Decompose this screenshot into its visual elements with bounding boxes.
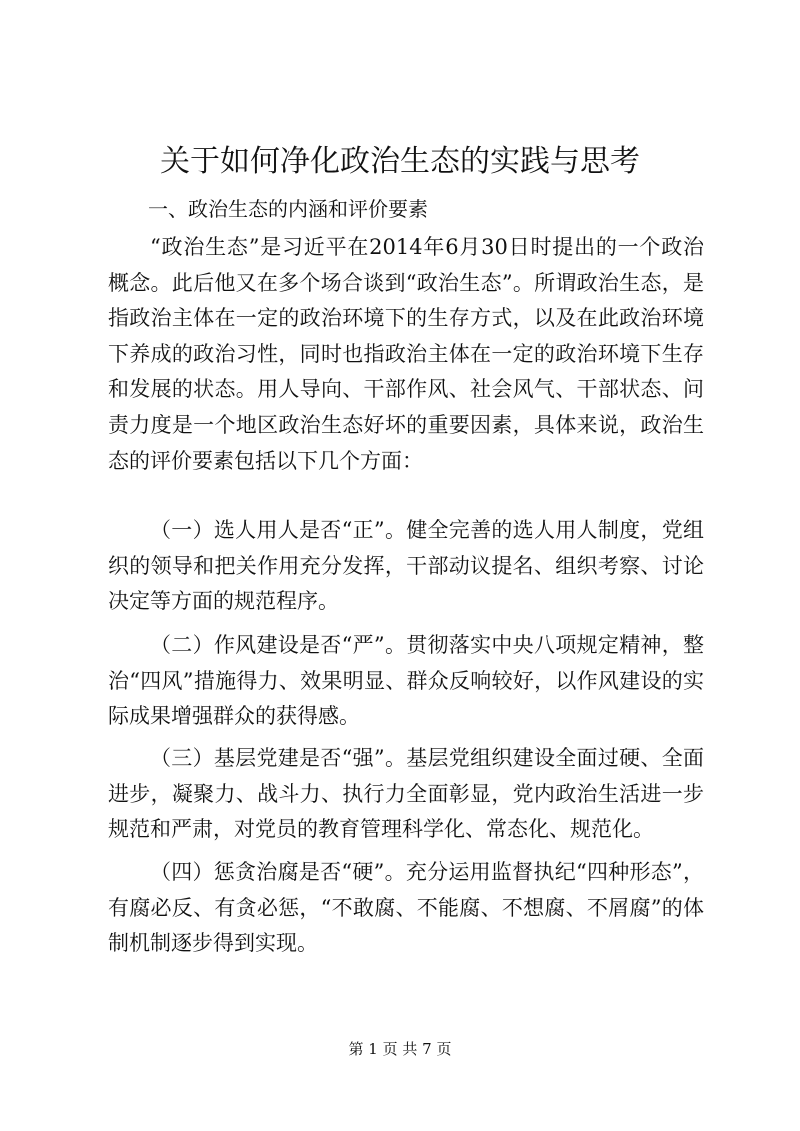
document-title: 关于如何净化政治生态的实践与思考 — [160, 144, 640, 179]
paragraph-item-1: （一）选人用人是否“正”。健全完善的选人用人制度，党组织的领导和把关作用充分发挥，干部动议提名、组织考察、讨论决定等方面的规范程序。 — [108, 518, 704, 614]
page-number-footer: 第 1 页 共 7 页 — [348, 1040, 452, 1058]
section-heading: 一、政治生态的内涵和评价要素 — [148, 197, 428, 221]
paragraph-item-3: （三）基层党建是否“强”。基层党组织建设全面过硬、全面进步，凝聚力、战斗力、执行力全面彰显，党内政治生活进一步规范和严肃，对党员的教育管理科学化、常态化、规范化。 — [108, 746, 704, 842]
paragraph-item-4: （四）惩贪治腐是否“硬”。充分运用监督执纪“四种形态”，有腐必反、有贪必惩，“不敢腐、不能腐、不想腐、不屑腐”的体制机制逐步得到实现。 — [108, 860, 704, 956]
paragraph-intro: “政治生态”是习近平在2014年6月30日时提出的一个政治概念。此后他又在多个场合谈到“政治生态”。所谓政治生态，是指政治主体在一定的政治环境下的生存方式，以及在此政治环境下养成的政治习性，同时也指政治主体在一定的政治环境下生存和发展的状态。用人导向、干部作风、社会风气、干部状态、问责力度是一个地区政治生态好坏的重要因素，具体来说，政治生态的评价要素包括以下几个方面： — [108, 235, 704, 473]
paragraph-item-2: （二）作风建设是否“严”。贯彻落实中央八项规定精神，整治“四风”措施得力、效果明显、群众反响较好，以作风建设的实际成果增强群众的获得感。 — [108, 633, 704, 729]
